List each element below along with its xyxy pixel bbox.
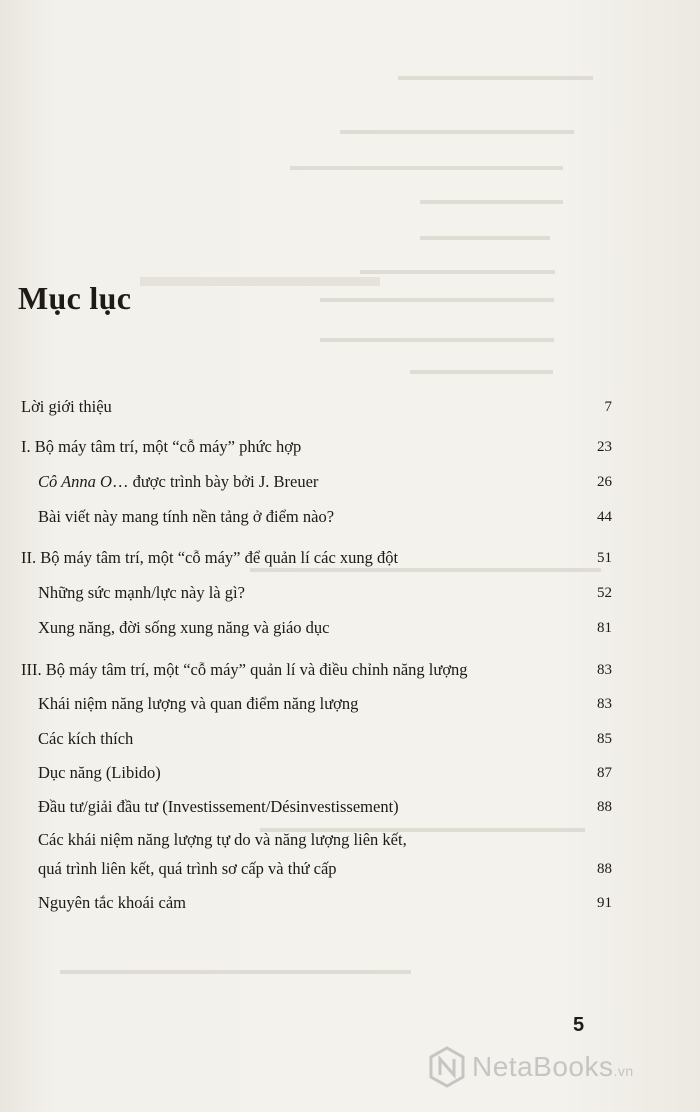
toc-entry-label: Các khái niệm năng lượng tự do và năng lượng liên kết, (38, 830, 407, 849)
page-title: Mục lục (18, 280, 132, 316)
show-through-text: ▬▬▬▬▬▬▬▬▬▬▬▬▬▬▬▬▬▬ (320, 290, 554, 305)
show-through-text: ▬▬▬▬▬▬▬▬▬▬▬▬▬▬▬ (360, 262, 555, 277)
toc-page-number: 52 (597, 585, 612, 601)
netabooks-logo-icon (428, 1046, 466, 1088)
show-through-text: ▬▬▬▬▬▬▬▬▬▬▬▬▬▬▬▬▬▬▬▬▬ (290, 158, 563, 173)
toc-entry (38, 763, 161, 783)
toc-entry-label: Các kích thích (38, 729, 134, 748)
toc-entry-label: Dục năng (Libido) (38, 763, 161, 782)
toc-page-number: 83 (597, 662, 612, 678)
toc-entry (38, 507, 334, 527)
page-folio-number: 5 (573, 1014, 585, 1036)
toc-entry (38, 797, 399, 817)
toc-page-number: 83 (597, 696, 612, 712)
toc-entry-label: I. Bộ máy tâm trí, một “cỗ máy” phức hợp (21, 437, 302, 456)
toc-entry-label: III. Bộ máy tâm trí, một “cỗ máy” quản lí và điều chỉnh năng lượng (21, 660, 468, 679)
toc-page-number: 26 (597, 474, 612, 490)
toc-page-number: 87 (597, 765, 612, 781)
toc-entry-label: Xung năng, đời sống xung năng và giáo dục (38, 618, 330, 637)
show-through-text: ▬▬▬▬▬▬▬▬▬▬▬▬▬▬▬ (398, 68, 593, 83)
show-through-heading: ▬▬▬▬▬▬▬▬ (140, 260, 380, 293)
watermark-suffix: .vn (613, 1063, 634, 1079)
show-through-text: ▬▬▬▬▬▬▬▬▬▬▬ (410, 362, 553, 377)
show-through-text: ▬▬▬▬▬▬▬▬▬▬ (420, 228, 550, 243)
toc-entry (38, 694, 358, 714)
toc-page-number: 23 (597, 439, 612, 455)
toc-entry-label-rest: … được trình bày bởi J. Breuer (111, 472, 319, 491)
toc-page-number: 7 (604, 399, 612, 415)
toc-entry-label: Những sức mạnh/lực này là gì? (38, 583, 245, 602)
toc-entry-label: II. Bộ máy tâm trí, một “cỗ máy” để quản lí các xung đột (21, 548, 399, 567)
show-through-text: ▬▬▬▬▬▬▬▬▬▬▬▬▬▬▬▬▬▬ (340, 122, 574, 137)
watermark-logo (428, 1046, 634, 1088)
toc-entry (38, 893, 186, 913)
toc-entry-label: Nguyên tắc khoái cảm (38, 893, 186, 912)
toc-entry (38, 830, 407, 850)
toc-chapter (21, 548, 398, 568)
toc-chapter (21, 437, 301, 457)
toc-page-number: 81 (597, 620, 612, 636)
show-through-text: ▬▬▬▬▬▬▬▬▬▬▬▬▬▬▬▬▬▬▬▬▬▬▬▬▬▬▬ (60, 962, 411, 977)
toc-entry (38, 859, 337, 879)
toc-entry (38, 618, 329, 638)
toc-entry-label: quá trình liên kết, quá trình sơ cấp và thứ cấp (38, 859, 337, 878)
toc-page-number: 88 (597, 799, 612, 815)
show-through-text: ▬▬▬▬▬▬▬▬▬▬▬▬▬▬▬▬▬▬ (320, 330, 554, 345)
toc-entry-label: Khái niệm năng lượng và quan điểm năng lượng (38, 694, 359, 713)
toc-entry (38, 472, 318, 492)
toc-chapter (21, 660, 468, 680)
toc-page-number: 91 (597, 895, 612, 911)
show-through-text: ▬▬▬▬▬▬▬▬▬▬▬▬▬▬▬▬▬▬▬▬▬▬▬▬▬▬▬ (250, 560, 601, 575)
show-through-text: ▬▬▬▬▬▬▬▬▬▬▬▬▬▬▬▬▬▬▬▬▬▬▬▬▬ (260, 820, 585, 835)
toc-entry (38, 583, 245, 603)
toc-entry-label: Lời giới thiệu (21, 397, 112, 416)
watermark-text (472, 1051, 634, 1083)
toc-entry-label-italic: Cô Anna O (38, 472, 112, 491)
toc-page-number: 88 (597, 861, 612, 877)
toc-entry (21, 397, 112, 417)
toc-page-number: 85 (597, 731, 612, 747)
toc-entry-label: Bài viết này mang tính nền tảng ở điểm nào? (38, 507, 335, 526)
toc-page-number: 44 (597, 509, 612, 525)
watermark-brand: NetaBooks (472, 1051, 614, 1082)
toc-page-number: 51 (597, 550, 612, 566)
show-through-text: ▬▬▬▬▬▬▬▬▬▬▬ (420, 192, 563, 207)
toc-entry (38, 729, 133, 749)
toc-entry-label: Đầu tư/giải đầu tư (Investissement/Désinvestissement) (38, 797, 399, 816)
